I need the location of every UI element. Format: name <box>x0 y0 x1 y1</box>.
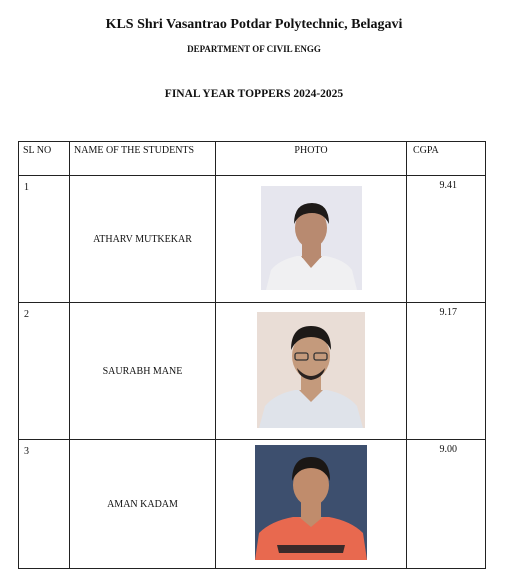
institution-title: KLS Shri Vasantrao Potdar Polytechnic, Belagavi <box>105 17 403 32</box>
student-photo-image <box>257 312 365 428</box>
student-photo <box>261 186 362 290</box>
toppers-table <box>18 141 486 569</box>
column-header-photo: PHOTO <box>216 142 407 176</box>
serial-number: 3 <box>19 440 70 569</box>
column-header-name: NAME OF THE STUDENTS <box>70 142 216 176</box>
serial-number: 1 <box>19 176 70 303</box>
cgpa-value: 9.00 <box>407 440 486 569</box>
department-name: DEPARTMENT OF CIVIL ENGG <box>187 44 321 54</box>
document-subtitle: FINAL YEAR TOPPERS 2024-2025 <box>164 88 344 100</box>
table-row <box>19 440 486 569</box>
table-header-row <box>19 142 486 176</box>
serial-number: 2 <box>19 303 70 440</box>
student-photo-image <box>261 186 362 290</box>
table-row <box>19 303 486 440</box>
column-header-cgpa: CGPA <box>407 142 486 176</box>
column-header-sl: SL NO <box>19 142 70 176</box>
student-name: AMAN KADAM <box>70 440 216 569</box>
student-name: ATHARV MUTKEKAR <box>70 176 216 303</box>
student-photo <box>257 312 365 428</box>
cgpa-value: 9.17 <box>407 303 486 440</box>
student-name: SAURABH MANE <box>70 303 216 440</box>
student-photo-image <box>255 445 367 560</box>
cgpa-value: 9.41 <box>407 176 486 303</box>
student-photo <box>255 445 367 560</box>
table-row <box>19 176 486 303</box>
